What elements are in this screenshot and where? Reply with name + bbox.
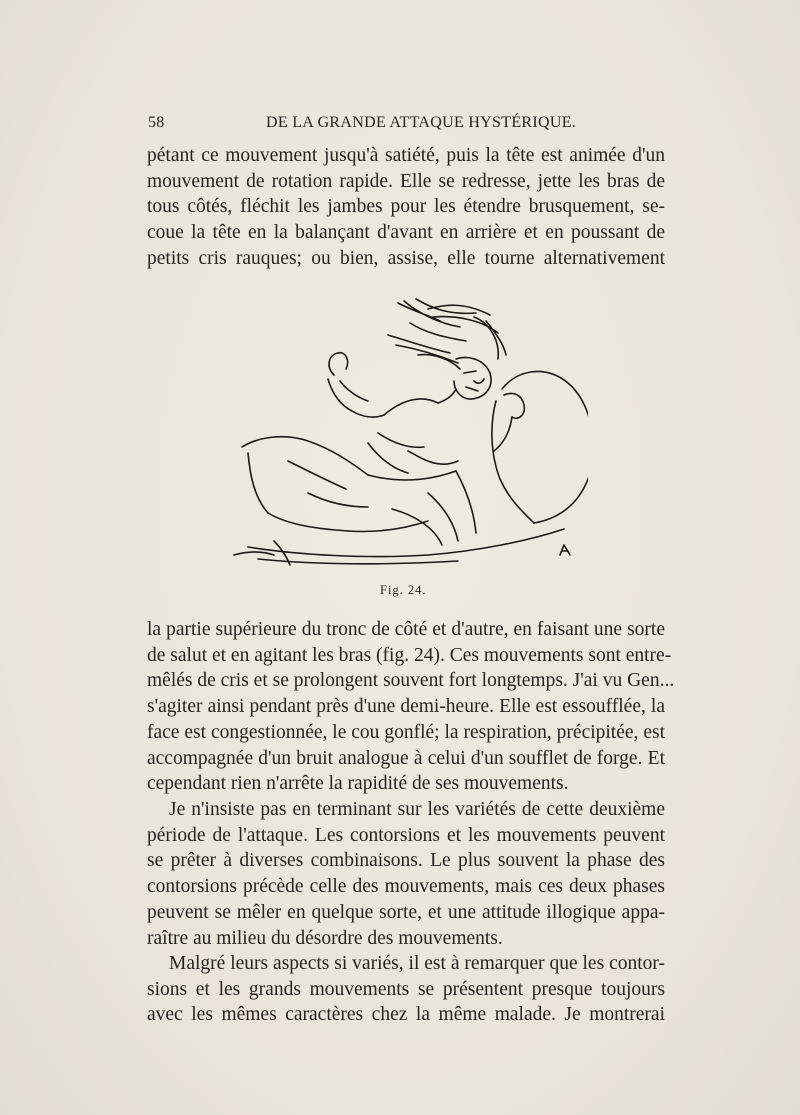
head-outline (454, 358, 491, 400)
paragraph-top (147, 143, 665, 272)
chest-line (378, 433, 424, 447)
text-line: avec les mêmes caractères chez la même malade. Je montrerai (147, 1004, 665, 1026)
text-line: s'agiter ainsi pendant près d'une demi-heure. Elle est essoufflée, la (147, 696, 665, 718)
artist-monogram (560, 545, 570, 555)
hair-strand (474, 317, 498, 359)
text-line: contorsions précède celle des mouvements, mais ces deux phases (147, 876, 665, 898)
text-line: période de l'attaque. Les contorsions et les mouvements peuvent (147, 824, 665, 846)
text-line: Malgré leurs aspects si variés, il est à remarquer que les contor- (169, 953, 665, 974)
text-line: mouvement de rotation rapide. Elle se redresse, jette les bras de (147, 170, 665, 192)
bed-line (248, 529, 564, 557)
text-line: mêlés de cris et se prolongent souvent fort longtemps. J'ai vu Gen... (147, 670, 675, 692)
text-line: coue la tête en la balançant d'avant en arrière et en poussant de (147, 222, 665, 244)
text-line: la partie supérieure du tronc de côté et d'autre, en faisant une sorte (147, 619, 665, 640)
text-line: se prêter à diverses combinaisons. Le plus souvent la phase des (147, 850, 665, 872)
text-line: peuvent se mêler en quelque sorte, et une attitude illogique appa- (147, 901, 665, 923)
raised-fist (329, 353, 348, 375)
text-line: accompagnée d'un bruit analogue à celui d'un soufflet de forge. Et (147, 747, 665, 769)
figure-24-illustration (228, 293, 588, 585)
running-title: DE LA GRANDE ATTAQUE HYSTÉRIQUE. (266, 114, 577, 131)
text-line: raître au milieu du désordre des mouvements. (147, 927, 503, 949)
text-line: cependant rien n'arrête la rapidité de ses mouvements. (147, 773, 569, 795)
neck-line (438, 389, 456, 403)
raised-arm (328, 379, 384, 417)
page-number: 58 (148, 114, 165, 131)
text-line: Je n'insiste pas en terminant sur les variétés de cette deuxième (169, 799, 665, 820)
paragraph-3 (147, 951, 665, 1028)
figure-caption: Fig. 24. (380, 583, 427, 597)
text-line: sions et les grands mouvements se présentent presque toujours (147, 978, 665, 1000)
hair-strand (486, 321, 506, 355)
page-header (148, 114, 662, 136)
text-line: face est congestionnée, le cou gonflé; la respiration, précipitée, est (147, 721, 665, 743)
hand-on-pillow (504, 393, 524, 418)
text-line: de salut et en agitant les bras (fig. 24). Ces mouvements sont entre- (147, 644, 672, 666)
hair-strand (410, 323, 466, 341)
text-line: pétant ce mouvement jusqu'à satiété, puis la tête est animée d'un (147, 145, 665, 166)
paragraph-continued (147, 617, 675, 797)
text-line: petits cris rauques; ou bien, assise, elle tourne alternativement (147, 247, 665, 269)
convulsing-woman-drawing (228, 293, 588, 585)
paragraph-2 (147, 797, 665, 951)
text-line: tous côtés, fléchit les jambes pour les étendre brusquement, se- (147, 196, 665, 218)
shoulder-line (384, 399, 438, 415)
